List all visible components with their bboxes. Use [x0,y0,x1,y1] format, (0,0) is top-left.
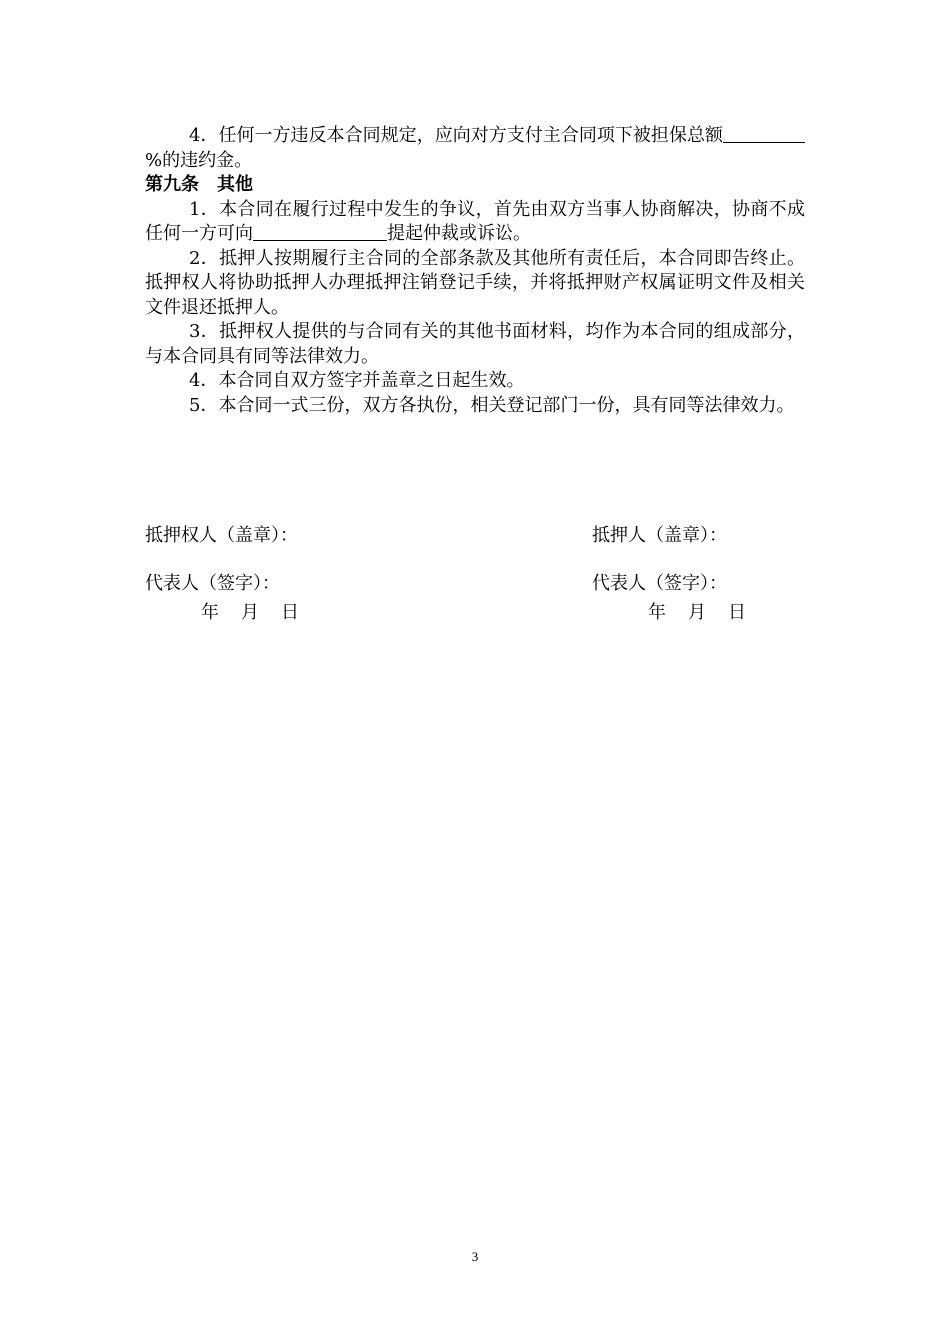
item-1-text: 1．本合同在履行过程中发生的争议，首先由双方当事人协商解决，协商不成任何一方可向 [145,198,805,244]
mortgagor-seal-label: 抵押人（盖章）： [592,525,727,546]
clause-4-penalty [145,124,805,173]
year-label: 年 [648,602,666,623]
day-label: 日 [281,602,299,623]
section-9-item-1 [145,198,805,247]
section-9-item-5: 5．本合同一式三份，双方各执份，相关登记部门一份，具有同等法律效力。 [189,394,795,416]
arbitration-venue-blank [253,222,387,241]
clause-4-text-end: %的违约金。 [145,149,253,171]
section-9-item-4: 4．本合同自双方签字并盖章之日起生效。 [189,370,525,391]
page-number: 3 [471,1249,479,1264]
month-label: 月 [688,602,706,623]
item-1-text-end: 提起仲裁或诉讼。 [387,223,531,244]
mortgagee-rep-label: 代表人（签字）： [145,573,280,594]
penalty-percent-blank [723,124,805,143]
contract-body [145,124,805,418]
mortgagor-rep-label: 代表人（签字）： [592,573,727,594]
section-9-item-2: 2．抵押人按期履行主合同的全部条款及其他所有责任后，本合同即告终止。抵押权人将协助抵押人办理抵押注销登记手续，并将抵押财产权属证明文件及相关文件退还抵押人。 [145,247,805,318]
mortgagee-seal-label: 抵押权人（盖章）： [145,525,298,546]
year-label: 年 [201,602,219,623]
section-9-item-3: 3．抵押权人提供的与合同有关的其他书面材料，均作为本合同的组成部分，与本合同具有同等法律效力。 [145,321,805,367]
clause-4-text: 4．任何一方违反本合同规定，应向对方支付主合同项下被担保总额 [189,125,723,146]
section-9-heading: 第九条 其他 [145,174,253,195]
mortgagee-date [201,598,321,624]
month-label: 月 [241,602,259,623]
day-label: 日 [728,602,746,623]
mortgagor-date [648,598,768,624]
